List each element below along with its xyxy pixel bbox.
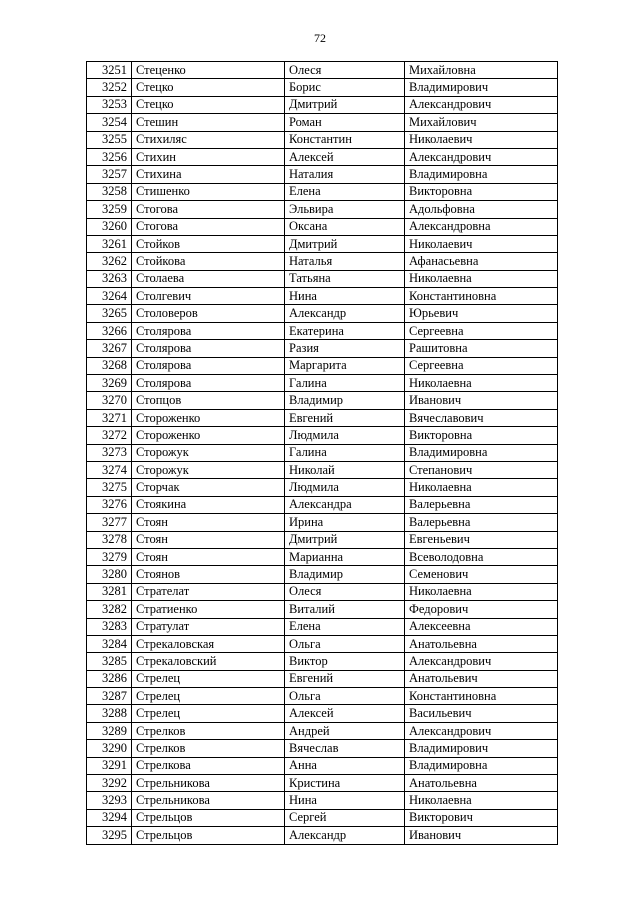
table-row [87, 218, 558, 235]
row-number-cell: 3290 [87, 740, 132, 757]
last-name-cell: Стрекаловская [132, 635, 285, 652]
last-name-cell: Стрельцов [132, 827, 285, 844]
page-number: 72 [314, 31, 326, 45]
first-name-cell: Алексей [285, 705, 405, 722]
row-number-cell: 3283 [87, 618, 132, 635]
last-name-cell: Стороженко [132, 409, 285, 426]
last-name-cell: Стоян [132, 514, 285, 531]
patronymic-cell: Валерьевна [405, 514, 558, 531]
table-row [87, 566, 558, 583]
last-name-cell: Стрельникова [132, 792, 285, 809]
last-name-cell: Столоверов [132, 305, 285, 322]
first-name-cell: Евгений [285, 409, 405, 426]
patronymic-cell: Валерьевна [405, 496, 558, 513]
patronymic-cell: Викторович [405, 809, 558, 826]
patronymic-cell: Анатольевна [405, 775, 558, 792]
table-row [87, 653, 558, 670]
row-number-cell: 3294 [87, 809, 132, 826]
row-number-cell: 3292 [87, 775, 132, 792]
last-name-cell: Стрателат [132, 583, 285, 600]
table-row [87, 131, 558, 148]
table-row [87, 479, 558, 496]
table-row [87, 340, 558, 357]
first-name-cell: Александр [285, 827, 405, 844]
row-number-cell: 3276 [87, 496, 132, 513]
row-number-cell: 3287 [87, 688, 132, 705]
first-name-cell: Ольга [285, 635, 405, 652]
row-number-cell: 3267 [87, 340, 132, 357]
patronymic-cell: Владимировна [405, 757, 558, 774]
table-row [87, 792, 558, 809]
names-table [86, 61, 558, 845]
first-name-cell: Людмила [285, 427, 405, 444]
table-row [87, 740, 558, 757]
patronymic-cell: Александрович [405, 653, 558, 670]
row-number-cell: 3285 [87, 653, 132, 670]
table-row [87, 79, 558, 96]
patronymic-cell: Алексеевна [405, 618, 558, 635]
patronymic-cell: Рашитовна [405, 340, 558, 357]
first-name-cell: Алексей [285, 148, 405, 165]
first-name-cell: Александр [285, 305, 405, 322]
row-number-cell: 3257 [87, 166, 132, 183]
patronymic-cell: Владимировна [405, 444, 558, 461]
patronymic-cell: Иванович [405, 827, 558, 844]
table-row [87, 827, 558, 844]
last-name-cell: Стрелец [132, 688, 285, 705]
first-name-cell: Олеся [285, 62, 405, 79]
first-name-cell: Николай [285, 461, 405, 478]
patronymic-cell: Юрьевич [405, 305, 558, 322]
row-number-cell: 3272 [87, 427, 132, 444]
first-name-cell: Дмитрий [285, 531, 405, 548]
table-row [87, 375, 558, 392]
patronymic-cell: Адольфовна [405, 201, 558, 218]
last-name-cell: Стрелец [132, 705, 285, 722]
row-number-cell: 3295 [87, 827, 132, 844]
row-number-cell: 3262 [87, 253, 132, 270]
row-number-cell: 3256 [87, 148, 132, 165]
last-name-cell: Стрелков [132, 740, 285, 757]
first-name-cell: Нина [285, 288, 405, 305]
patronymic-cell: Всеволодовна [405, 548, 558, 565]
first-name-cell: Виктор [285, 653, 405, 670]
last-name-cell: Стратиенко [132, 601, 285, 618]
first-name-cell: Виталий [285, 601, 405, 618]
row-number-cell: 3288 [87, 705, 132, 722]
table-row [87, 288, 558, 305]
table-row [87, 775, 558, 792]
row-number-cell: 3268 [87, 357, 132, 374]
first-name-cell: Наталия [285, 166, 405, 183]
last-name-cell: Стрелков [132, 722, 285, 739]
table-row [87, 670, 558, 687]
patronymic-cell: Анатольевич [405, 670, 558, 687]
patronymic-cell: Викторовна [405, 427, 558, 444]
first-name-cell: Владимир [285, 392, 405, 409]
table-row [87, 618, 558, 635]
row-number-cell: 3253 [87, 96, 132, 113]
last-name-cell: Столярова [132, 357, 285, 374]
patronymic-cell: Александровна [405, 218, 558, 235]
patronymic-cell: Иванович [405, 392, 558, 409]
patronymic-cell: Николаевна [405, 583, 558, 600]
last-name-cell: Стеценко [132, 62, 285, 79]
last-name-cell: Столярова [132, 340, 285, 357]
table-row [87, 809, 558, 826]
row-number-cell: 3263 [87, 270, 132, 287]
row-number-cell: 3282 [87, 601, 132, 618]
table-row [87, 722, 558, 739]
last-name-cell: Стороженко [132, 427, 285, 444]
row-number-cell: 3278 [87, 531, 132, 548]
row-number-cell: 3269 [87, 375, 132, 392]
last-name-cell: Стрельникова [132, 775, 285, 792]
row-number-cell: 3286 [87, 670, 132, 687]
last-name-cell: Стрелкова [132, 757, 285, 774]
row-number-cell: 3258 [87, 183, 132, 200]
patronymic-cell: Николаевна [405, 270, 558, 287]
table-row [87, 514, 558, 531]
patronymic-cell: Викторовна [405, 183, 558, 200]
first-name-cell: Елена [285, 618, 405, 635]
row-number-cell: 3291 [87, 757, 132, 774]
table-row [87, 235, 558, 252]
row-number-cell: 3252 [87, 79, 132, 96]
table-row [87, 392, 558, 409]
first-name-cell: Нина [285, 792, 405, 809]
table-row [87, 183, 558, 200]
patronymic-cell: Анатольевна [405, 635, 558, 652]
patronymic-cell: Степанович [405, 461, 558, 478]
last-name-cell: Столярова [132, 322, 285, 339]
row-number-cell: 3284 [87, 635, 132, 652]
last-name-cell: Стоян [132, 531, 285, 548]
first-name-cell: Галина [285, 444, 405, 461]
first-name-cell: Разия [285, 340, 405, 357]
row-number-cell: 3261 [87, 235, 132, 252]
patronymic-cell: Александрович [405, 96, 558, 113]
last-name-cell: Стецко [132, 96, 285, 113]
row-number-cell: 3281 [87, 583, 132, 600]
first-name-cell: Евгений [285, 670, 405, 687]
last-name-cell: Сторожук [132, 461, 285, 478]
row-number-cell: 3279 [87, 548, 132, 565]
last-name-cell: Стогова [132, 201, 285, 218]
table-row [87, 548, 558, 565]
last-name-cell: Столаева [132, 270, 285, 287]
last-name-cell: Стратулат [132, 618, 285, 635]
row-number-cell: 3260 [87, 218, 132, 235]
last-name-cell: Стрельцов [132, 809, 285, 826]
last-name-cell: Стихин [132, 148, 285, 165]
last-name-cell: Столярова [132, 375, 285, 392]
patronymic-cell: Васильевич [405, 705, 558, 722]
patronymic-cell: Михайлович [405, 114, 558, 131]
row-number-cell: 3254 [87, 114, 132, 131]
row-number-cell: 3264 [87, 288, 132, 305]
row-number-cell: 3289 [87, 722, 132, 739]
table-row [87, 688, 558, 705]
patronymic-cell: Константиновна [405, 688, 558, 705]
patronymic-cell: Владимирович [405, 79, 558, 96]
last-name-cell: Столгевич [132, 288, 285, 305]
patronymic-cell: Александрович [405, 148, 558, 165]
first-name-cell: Олеся [285, 583, 405, 600]
table-row [87, 96, 558, 113]
patronymic-cell: Николаевич [405, 235, 558, 252]
patronymic-cell: Афанасьевна [405, 253, 558, 270]
last-name-cell: Стешин [132, 114, 285, 131]
table-row [87, 583, 558, 600]
row-number-cell: 3266 [87, 322, 132, 339]
table-row [87, 444, 558, 461]
patronymic-cell: Николаевна [405, 792, 558, 809]
row-number-cell: 3251 [87, 62, 132, 79]
patronymic-cell: Михайловна [405, 62, 558, 79]
first-name-cell: Андрей [285, 722, 405, 739]
patronymic-cell: Семенович [405, 566, 558, 583]
first-name-cell: Людмила [285, 479, 405, 496]
last-name-cell: Стрелец [132, 670, 285, 687]
table-row [87, 409, 558, 426]
last-name-cell: Стецко [132, 79, 285, 96]
patronymic-cell: Вячеславович [405, 409, 558, 426]
row-number-cell: 3293 [87, 792, 132, 809]
first-name-cell: Эльвира [285, 201, 405, 218]
last-name-cell: Стойкова [132, 253, 285, 270]
patronymic-cell: Сергеевна [405, 322, 558, 339]
patronymic-cell: Федорович [405, 601, 558, 618]
first-name-cell: Дмитрий [285, 235, 405, 252]
patronymic-cell: Николаевна [405, 375, 558, 392]
last-name-cell: Стоян [132, 548, 285, 565]
patronymic-cell: Сергеевна [405, 357, 558, 374]
table-row [87, 322, 558, 339]
row-number-cell: 3259 [87, 201, 132, 218]
row-number-cell: 3255 [87, 131, 132, 148]
first-name-cell: Наталья [285, 253, 405, 270]
patronymic-cell: Николаевич [405, 131, 558, 148]
first-name-cell: Марианна [285, 548, 405, 565]
first-name-cell: Роман [285, 114, 405, 131]
table-row [87, 357, 558, 374]
first-name-cell: Оксана [285, 218, 405, 235]
patronymic-cell: Евгеньевич [405, 531, 558, 548]
first-name-cell: Маргарита [285, 357, 405, 374]
last-name-cell: Сторчак [132, 479, 285, 496]
table-row [87, 62, 558, 79]
patronymic-cell: Владимирович [405, 740, 558, 757]
table-row [87, 148, 558, 165]
table-row [87, 531, 558, 548]
table-row [87, 461, 558, 478]
first-name-cell: Дмитрий [285, 96, 405, 113]
first-name-cell: Владимир [285, 566, 405, 583]
first-name-cell: Александра [285, 496, 405, 513]
last-name-cell: Стоянов [132, 566, 285, 583]
last-name-cell: Стихиляс [132, 131, 285, 148]
last-name-cell: Сторожук [132, 444, 285, 461]
row-number-cell: 3274 [87, 461, 132, 478]
row-number-cell: 3277 [87, 514, 132, 531]
table-row [87, 635, 558, 652]
row-number-cell: 3265 [87, 305, 132, 322]
patronymic-cell: Александрович [405, 722, 558, 739]
last-name-cell: Стопцов [132, 392, 285, 409]
first-name-cell: Галина [285, 375, 405, 392]
row-number-cell: 3271 [87, 409, 132, 426]
table-row [87, 705, 558, 722]
last-name-cell: Стишенко [132, 183, 285, 200]
table-row [87, 166, 558, 183]
row-number-cell: 3275 [87, 479, 132, 496]
first-name-cell: Ирина [285, 514, 405, 531]
patronymic-cell: Владимировна [405, 166, 558, 183]
first-name-cell: Елена [285, 183, 405, 200]
last-name-cell: Стоякина [132, 496, 285, 513]
table-row [87, 601, 558, 618]
first-name-cell: Борис [285, 79, 405, 96]
names-table-body [87, 62, 558, 845]
last-name-cell: Стихина [132, 166, 285, 183]
table-row [87, 270, 558, 287]
table-row [87, 305, 558, 322]
patronymic-cell: Николаевна [405, 479, 558, 496]
table-row [87, 427, 558, 444]
last-name-cell: Стогова [132, 218, 285, 235]
table-row [87, 757, 558, 774]
first-name-cell: Сергей [285, 809, 405, 826]
first-name-cell: Анна [285, 757, 405, 774]
last-name-cell: Стрекаловский [132, 653, 285, 670]
row-number-cell: 3273 [87, 444, 132, 461]
table-row [87, 253, 558, 270]
first-name-cell: Кристина [285, 775, 405, 792]
first-name-cell: Ольга [285, 688, 405, 705]
first-name-cell: Вячеслав [285, 740, 405, 757]
patronymic-cell: Константиновна [405, 288, 558, 305]
first-name-cell: Екатерина [285, 322, 405, 339]
table-row [87, 201, 558, 218]
row-number-cell: 3280 [87, 566, 132, 583]
table-row [87, 114, 558, 131]
first-name-cell: Константин [285, 131, 405, 148]
first-name-cell: Татьяна [285, 270, 405, 287]
last-name-cell: Стойков [132, 235, 285, 252]
table-row [87, 496, 558, 513]
row-number-cell: 3270 [87, 392, 132, 409]
